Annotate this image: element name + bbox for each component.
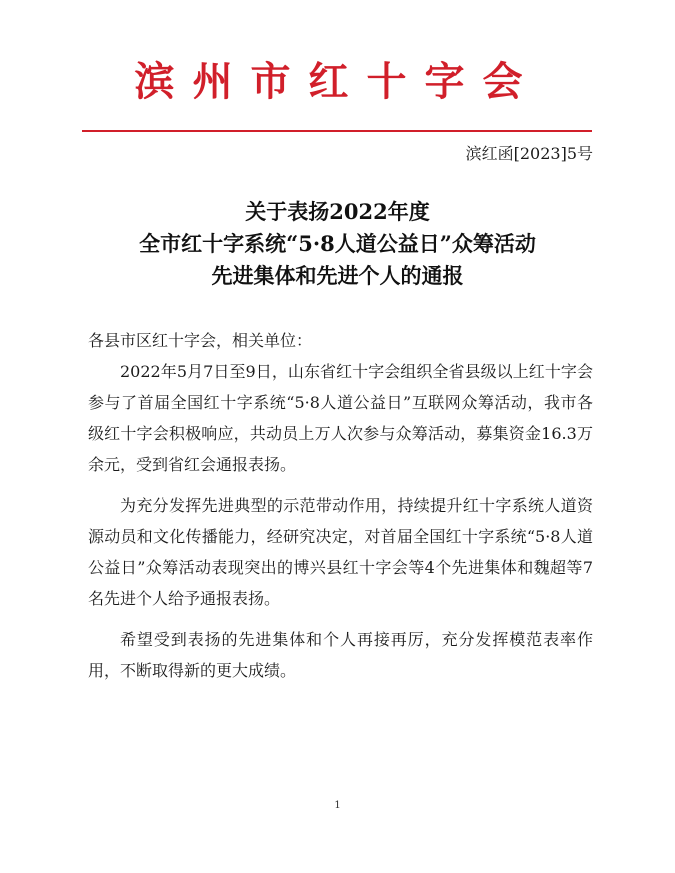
letterhead-red-rule: [82, 130, 592, 132]
page-number: 1: [334, 800, 341, 811]
title-line-3: 先进集体和先进个人的通报: [211, 263, 464, 288]
title-line-1: 关于表扬2022年度: [245, 199, 430, 224]
document-number: 滨红函[2023]5号: [465, 144, 593, 163]
paragraph: 希望受到表扬的先进集体和个人再接再厉，充分发挥模范表率作用，不断取得新的更大成绩。: [88, 630, 593, 680]
title-line-2: 全市红十字系统“5·8人道公益日”众筹活动: [139, 231, 536, 256]
paragraph: 为充分发挥先进典型的示范带动作用，持续提升红十字系统人道资源动员和文化传播能力，经研究决定，对首届全国红十字系统“5·8人道公益日”众筹活动表现突出的博兴县红十字会等4个先进集体和魏超等7名先进个人给予通报表扬。: [88, 496, 593, 608]
salutation: 各县市区红十字会，相关单位：: [88, 331, 313, 350]
paragraph: 2022年5月7日至9日，山东省红十字会组织全省县级以上红十字会参与了首届全国红十字系统“5·8人道公益日”互联网众筹活动，我市各级红十字会积极响应，共动员上万人次参与众筹活动，募集资金16.3万余元，受到省红会通报表扬。: [88, 362, 593, 474]
document-body: [88, 325, 593, 696]
organization-letterhead: 滨州市红十字会: [134, 58, 541, 105]
document-title: [60, 196, 615, 292]
